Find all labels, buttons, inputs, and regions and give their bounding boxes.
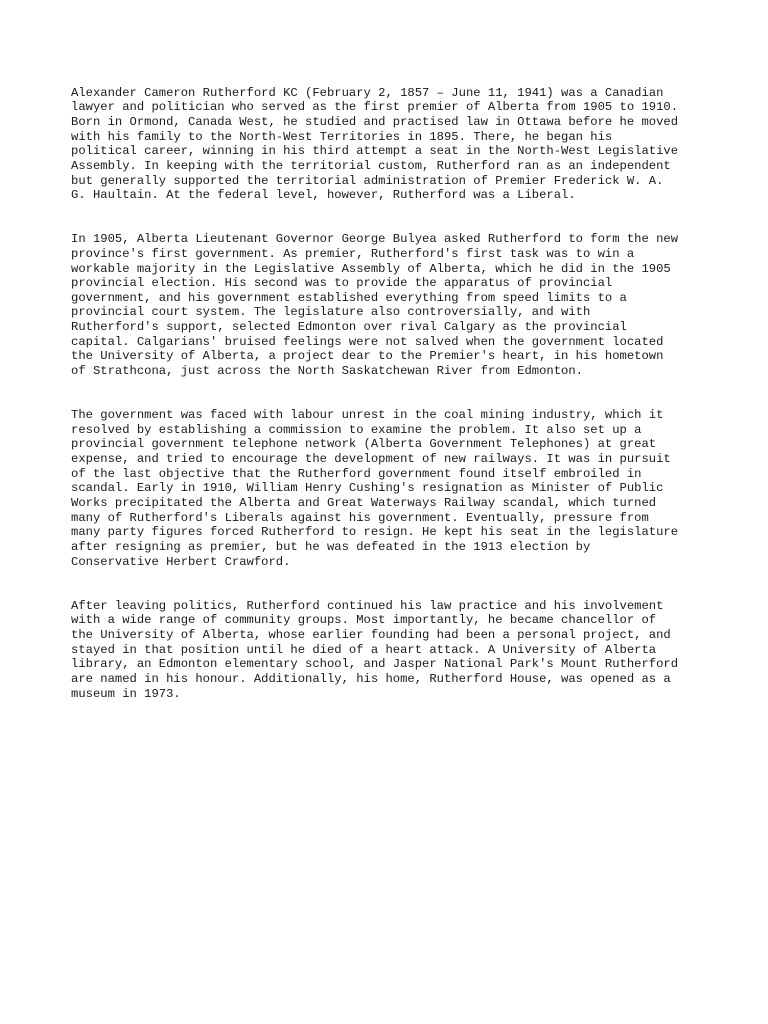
paragraph-3: The government was faced with labour unrest in the coal mining industry, which it resolved by establishing a commission to examine the problem. It also set up a provincial government telephone network (Alberta Government Telephones) at great expense, and tried to encourage the development of new railways. It was in pursuit of the last objective that the Rutherford government found itself embroiled in scandal. Early in 1910, William Henry Cushing's resignation as Minister of Public Works precipitated the Alberta and Great Waterways Railway scandal, which turned many of Rutherford's Liberals against his government. Eventually, pressure from many party figures forced Rutherford to resign. He kept his seat in the legislature after resigning as premier, but he was defeated in the 1913 election by Conservative Herbert Crawford. xyxy=(71,408,679,569)
paragraph-1: Alexander Cameron Rutherford KC (February 2, 1857 – June 11, 1941) was a Canadian lawyer and politician who served as the first premier of Alberta from 1905 to 1910. Born in Ormond, Canada West, he studied and practised law in Ottawa before he moved with his family to the North-West Territories in 1895. There, he began his political career, winning in his third attempt a seat in the North-West Legislative Assembly. In keeping with the territorial custom, Rutherford ran as an independent but generally supported the territorial administration of Premier Frederick W. A. G. Haultain. At the federal level, however, Rutherford was a Liberal. xyxy=(71,85,679,203)
document-body xyxy=(71,71,703,730)
paragraph-4: After leaving politics, Rutherford continued his law practice and his involvement with a wide range of community groups. Most importantly, he became chancellor of the University of Alberta, whose earlier founding had been a personal project, and stayed in that position until he died of a heart attack. A University of Alberta library, an Edmonton elementary school, and Jasper National Park's Mount Rutherford are named in his honour. Additionally, his home, Rutherford House, was opened as a museum in 1973. xyxy=(71,598,679,701)
paragraph-2: In 1905, Alberta Lieutenant Governor George Bulyea asked Rutherford to form the new province's first government. As premier, Rutherford's first task was to win a workable majority in the Legislative Assembly of Alberta, which he did in the 1905 provincial election. His second was to provide the apparatus of provincial government, and his government established everything from speed limits to a provincial court system. The legislature also controversially, and with Rutherford's support, selected Edmonton over rival Calgary as the provincial capital. Calgarians' bruised feelings were not salved when the government located the University of Alberta, a project dear to the Premier's heart, in his hometown of Strathcona, just across the North Saskatchewan River from Edmonton. xyxy=(71,232,679,379)
